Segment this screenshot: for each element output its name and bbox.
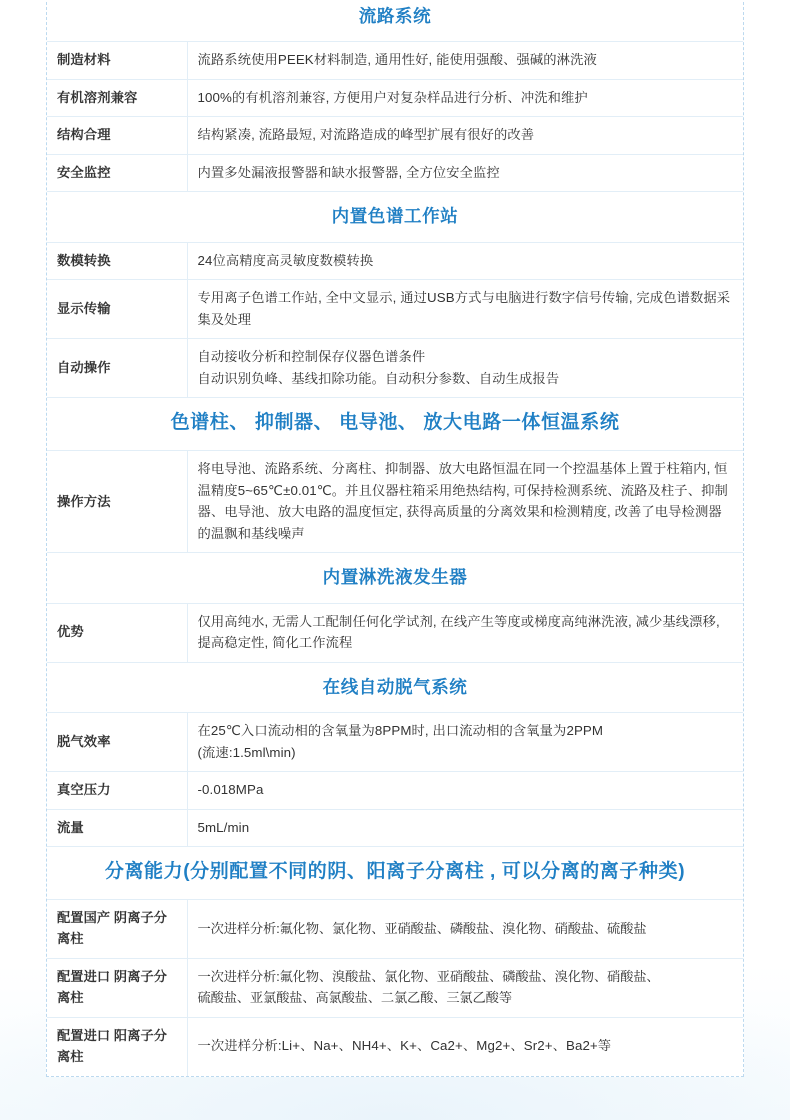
- row-value: 5mL/min: [187, 809, 743, 847]
- table-row: [47, 339, 743, 398]
- row-value: 内置多处漏液报警器和缺水报警器, 全方位安全监控: [187, 154, 743, 192]
- row-value: 结构紧凑, 流路最短, 对流路造成的峰型扩展有很好的改善: [187, 117, 743, 155]
- row-value: 一次进样分析:氟化物、溴酸盐、氯化物、亚硝酸盐、磷酸盐、溴化物、硝酸盐、 硫酸盐、亚氯酸盐、高氯酸盐、二氯乙酸、三氯乙酸等: [187, 958, 743, 1017]
- table-row: [47, 242, 743, 280]
- section-title: 流路系统: [358, 6, 432, 26]
- section-header-row: [47, 0, 743, 42]
- row-value: 仅用高纯水, 无需人工配制任何化学试剂, 在线产生等度或梯度高纯淋洗液, 减少基线漂移, 提高稳定性, 简化工作流程: [187, 603, 743, 662]
- table-row: [47, 79, 743, 117]
- row-value: 24位高精度高灵敏度数模转换: [187, 242, 743, 280]
- row-label: 自动操作: [47, 339, 187, 398]
- row-value: 流路系统使用PEEK材料制造, 通用性好, 能使用强酸、强碱的淋洗液: [187, 42, 743, 80]
- row-label: 配置国产 阴离子分离柱: [47, 900, 187, 959]
- section-header-row: [47, 398, 743, 451]
- specification-table: [47, 0, 743, 1076]
- specification-card: [46, 0, 744, 1077]
- section-header-row: [47, 662, 743, 712]
- row-label: 数模转换: [47, 242, 187, 280]
- row-label: 制造材料: [47, 42, 187, 80]
- table-row: [47, 772, 743, 810]
- specification-body: [47, 0, 743, 1076]
- row-label: 真空压力: [47, 772, 187, 810]
- section-header-row: [47, 847, 743, 900]
- section-header-row: [47, 553, 743, 603]
- row-value: 在25℃入口流动相的含氧量为8PPM时, 出口流动相的含氧量为2PPM (流速:1.5ml\min): [187, 713, 743, 772]
- row-label: 安全监控: [47, 154, 187, 192]
- section-header-row: [47, 192, 743, 242]
- table-row: [47, 809, 743, 847]
- row-value: 一次进样分析:氟化物、氯化物、亚硝酸盐、磷酸盐、溴化物、硝酸盐、硫酸盐: [187, 900, 743, 959]
- row-value: 一次进样分析:Li+、Na+、NH4+、K+、Ca2+、Mg2+、Sr2+、Ba2+等: [187, 1017, 743, 1075]
- section-title: 内置淋洗液发生器: [47, 553, 743, 603]
- table-row: [47, 280, 743, 339]
- section-title: 分离能力(分别配置不同的阴、阳离子分离柱 , 可以分离的离子种类): [47, 847, 743, 900]
- table-row: [47, 900, 743, 959]
- row-label: 结构合理: [47, 117, 187, 155]
- row-label: 配置进口 阳离子分离柱: [47, 1017, 187, 1075]
- table-row: [47, 117, 743, 155]
- section-title: 内置色谱工作站: [47, 192, 743, 242]
- section-title: 色谱柱、 抑制器、 电导池、 放大电路一体恒温系统: [47, 398, 743, 451]
- row-label: 有机溶剂兼容: [47, 79, 187, 117]
- row-label: 显示传输: [47, 280, 187, 339]
- table-row: [47, 451, 743, 553]
- row-value: 100%的有机溶剂兼容, 方便用户对复杂样品进行分析、冲洗和维护: [187, 79, 743, 117]
- row-label: 优势: [47, 603, 187, 662]
- row-value: 自动接收分析和控制保存仪器色谱条件 自动识别负峰、基线扣除功能。自动积分参数、自动生成报告: [187, 339, 743, 398]
- row-value: 专用离子色谱工作站, 全中文显示, 通过USB方式与电脑进行数字信号传输, 完成色谱数据采集及处理: [187, 280, 743, 339]
- table-row: [47, 42, 743, 80]
- row-label: 脱气效率: [47, 713, 187, 772]
- row-label: 操作方法: [47, 451, 187, 553]
- row-value: -0.018MPa: [187, 772, 743, 810]
- table-row: [47, 713, 743, 772]
- table-row: [47, 154, 743, 192]
- row-label: 流量: [47, 809, 187, 847]
- row-label: 配置进口 阴离子分离柱: [47, 958, 187, 1017]
- table-row: [47, 603, 743, 662]
- section-title: 在线自动脱气系统: [47, 662, 743, 712]
- table-row: [47, 1017, 743, 1075]
- row-value: 将电导池、流路系统、分离柱、抑制器、放大电路恒温在同一个控温基体上置于柱箱内, 恒温精度5~65℃±0.01℃。并且仪器柱箱采用绝热结构, 可保持检测系统、流路及柱子、抑制器、电导池、放大电路的温度恒定, 获得高质量的分离效果和检测精度, 改善了电导检测器的温飘和基线噪声: [187, 451, 743, 553]
- table-row: [47, 958, 743, 1017]
